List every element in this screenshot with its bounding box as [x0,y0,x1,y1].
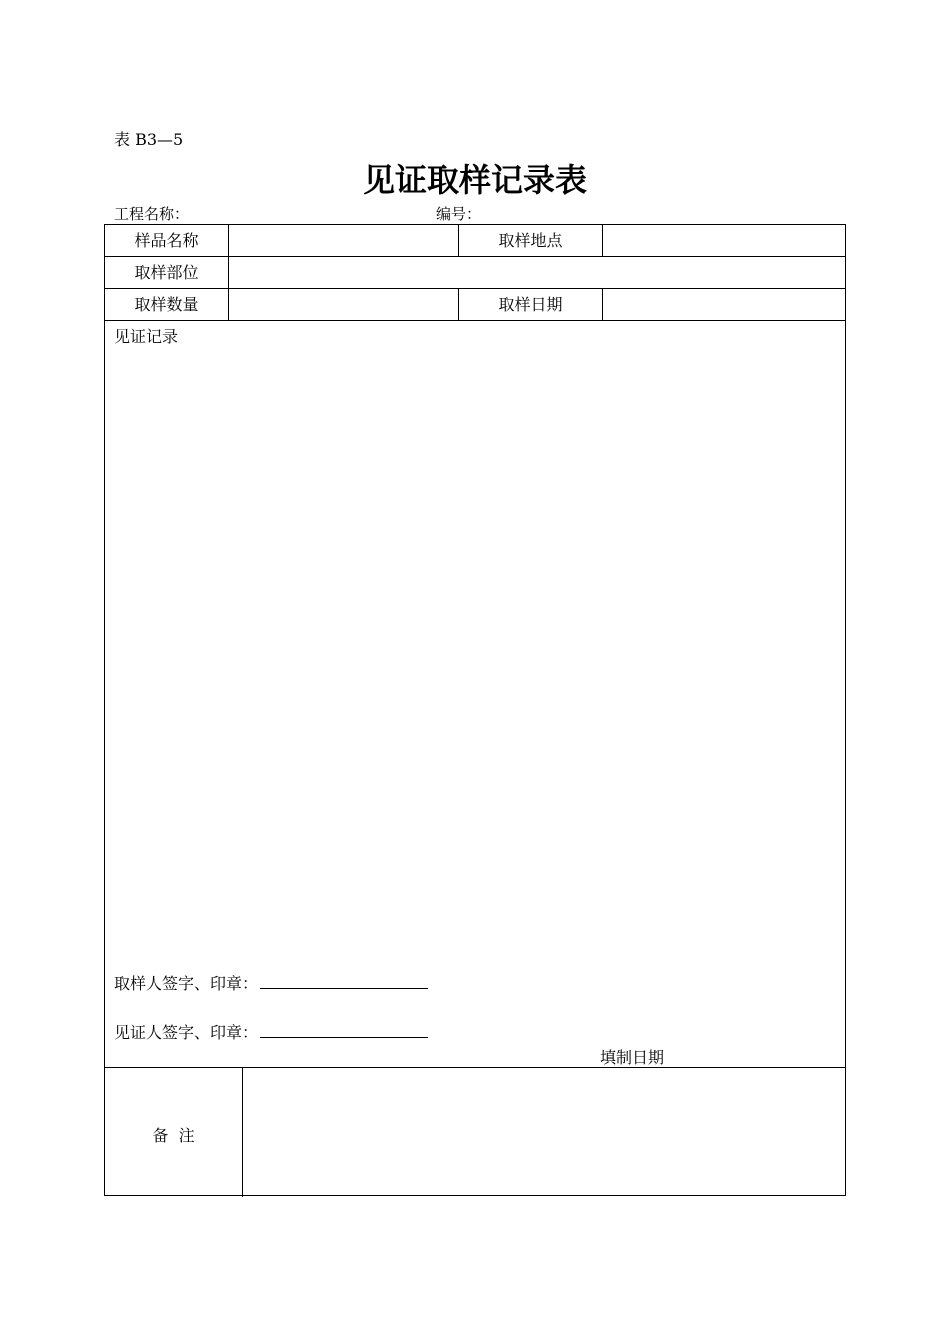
code-label: 编号： [436,205,482,223]
sampler-signature-line[interactable] [260,974,428,989]
page-title: 见证取样记录表 [362,161,587,199]
sample-name-field[interactable] [229,225,458,256]
sampling-location-field[interactable] [603,225,845,256]
fill-date-label: 填制日期 [600,1048,665,1067]
sampling-date-label: 取样日期 [498,295,563,314]
witness-signature-label: 见证人签字、印章： [114,1023,259,1042]
sampler-signature-label: 取样人签字、印章： [114,974,259,993]
sample-name-label: 样品名称 [134,231,199,250]
record-form [104,224,846,1196]
sampling-quantity-field[interactable] [229,289,458,320]
witness-record-label: 见证记录 [114,327,179,346]
form-number: 表 B3—5 [114,130,184,149]
witness-signature [114,1020,428,1043]
sampling-quantity-label: 取样数量 [134,295,199,314]
sampling-part-label: 取样部位 [134,263,199,282]
project-name-label: 工程名称： [114,205,190,223]
sampling-date-field[interactable] [603,289,845,320]
remarks-label: 备 注 [152,1126,195,1145]
remarks-field[interactable] [243,1068,845,1196]
witness-signature-line[interactable] [260,1023,428,1038]
sampler-signature [114,971,428,994]
sampling-part-field[interactable] [229,257,845,288]
row-divider [105,320,845,321]
sampling-location-label: 取样地点 [498,231,563,250]
